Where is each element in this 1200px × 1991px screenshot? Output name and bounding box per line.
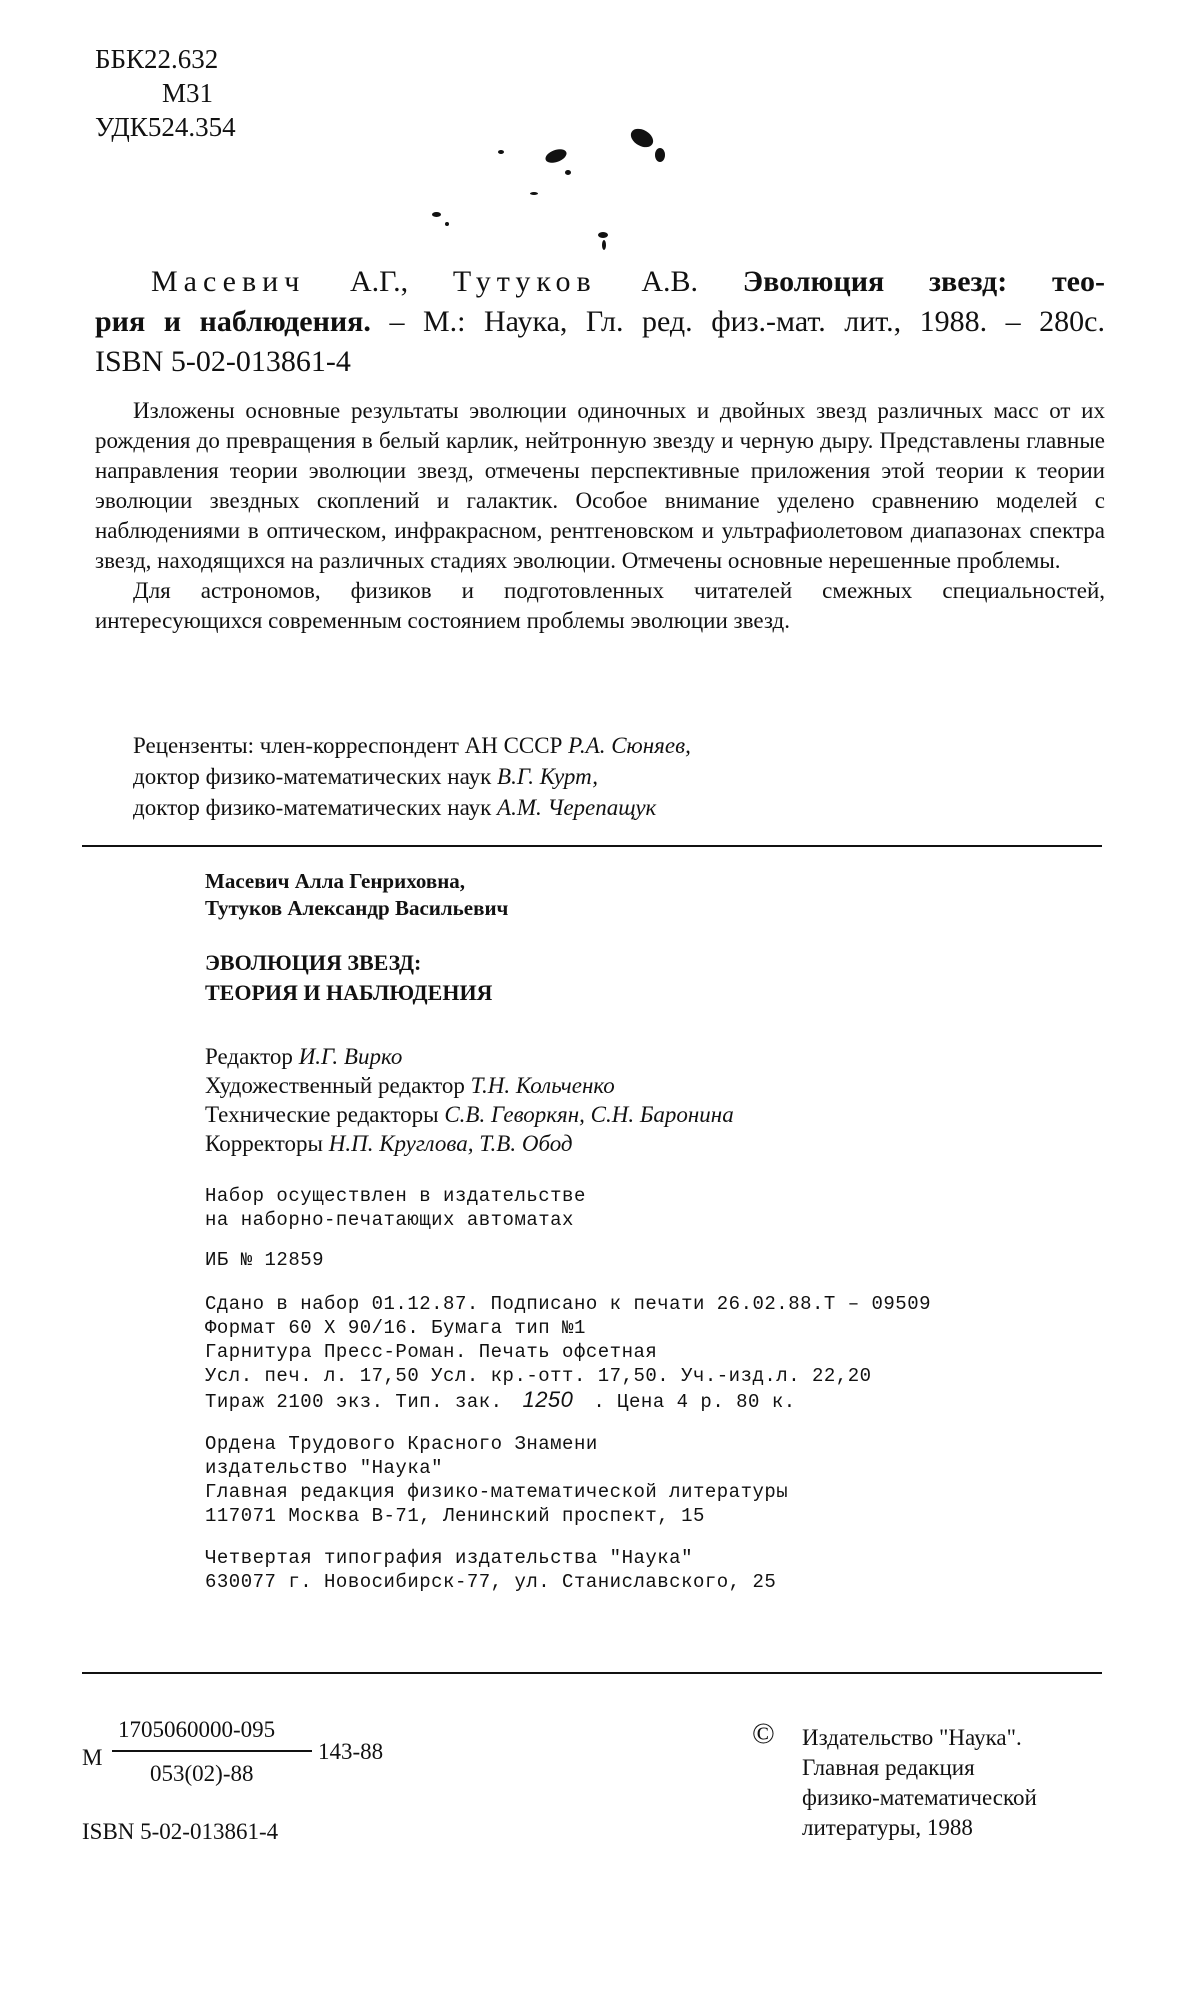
reviewers [133, 730, 691, 823]
index-fraction [82, 1715, 442, 1795]
editor-role: Технические редакторы [205, 1102, 439, 1127]
publication-info: – М.: Наука, Гл. ред. физ.-мат. лит., 1988. – 280с. [389, 305, 1105, 338]
reviewer-line [133, 761, 691, 792]
index-denominator: 053(02)-88 [150, 1761, 254, 1786]
reviewer-role: Рецензенты: член-корреспондент АН СССР [133, 733, 563, 758]
editorial-staff [205, 1042, 931, 1158]
editor-name: С.В. Геворкян, С.Н. Баронина [444, 1102, 734, 1127]
imprint-title [205, 948, 931, 1008]
reviewer-line [133, 792, 691, 823]
author-mark: М31 [162, 78, 214, 108]
classification-codes [95, 42, 236, 144]
abstract [95, 396, 1105, 636]
divider-rule [82, 845, 1102, 847]
copyright-icon: © [752, 1717, 775, 1750]
book-title-part1: Эволюция звезд: тео- [742, 265, 1105, 298]
print-detail-line: Гарнитура Пресс-Роман. Печать офсетная [205, 1341, 658, 1363]
copyright-line: Главная редакция [802, 1755, 975, 1780]
book-title-part2: рия и наблюдения. [95, 305, 371, 338]
footer-isbn: ISBN 5-02-013861-4 [82, 1819, 279, 1844]
citation-line-1 [95, 262, 1105, 302]
print-detail-line [205, 1388, 931, 1414]
editor-role: Редактор [205, 1044, 293, 1069]
publisher-line: Ордена Трудового Красного Знамени [205, 1433, 598, 1455]
index-letter: М [82, 1745, 103, 1770]
imprint-title-line: ЭВОЛЮЦИЯ ЗВЕЗД: [205, 950, 422, 975]
copyright-line: физико-математической [802, 1785, 1037, 1810]
printer-line: 630077 г. Новосибирск-77, ул. Станиславского, 25 [205, 1571, 777, 1593]
typesetting-note [205, 1184, 931, 1232]
index-suffix: 143-88 [318, 1739, 384, 1764]
speck [628, 125, 657, 151]
speck [498, 150, 504, 154]
print-run-label: Тираж 2100 экз. Тип. зак. [205, 1391, 503, 1413]
editor-name: Н.П. Круглова, Т.В. Обод [328, 1131, 573, 1156]
editor-line [205, 1042, 931, 1071]
author2-initials: А.В. [641, 265, 699, 298]
print-detail-line: Формат 60 X 90/16. Бумага тип №1 [205, 1317, 586, 1339]
fraction-bar [112, 1750, 312, 1752]
editor-line [205, 1071, 931, 1100]
copyright-line [752, 1717, 1037, 1753]
print-detail-line: Сдано в набор 01.12.87. Подписано к печати 26.02.88.Т – 09509 [205, 1293, 932, 1315]
speck [655, 148, 665, 162]
publisher-info [205, 1432, 931, 1528]
bibliographic-citation [95, 262, 1105, 382]
imprint [205, 868, 931, 1594]
typesetting-line: на наборно-печатающих автоматах [205, 1209, 574, 1231]
publisher-line: 117071 Москва В-71, Ленинский проспект, 15 [205, 1505, 705, 1527]
divider-rule [82, 1672, 1102, 1674]
order-number: 1250 [522, 1387, 574, 1412]
imprint-author: Тутуков Александр Васильевич [205, 896, 509, 920]
copyright [752, 1717, 1037, 1843]
reviewer-line [133, 730, 691, 761]
bbk-code: ББК22.632 [95, 44, 219, 74]
copyright-line: литературы, 1988 [802, 1815, 973, 1840]
editor-name: Т.Н. Кольченко [470, 1073, 615, 1098]
imprint-author: Масевич Алла Генриховна, [205, 869, 466, 893]
editor-role: Корректоры [205, 1131, 323, 1156]
speck [565, 170, 571, 175]
publisher-line: издательство "Наука" [205, 1457, 444, 1479]
print-details [205, 1292, 931, 1414]
ib-number: ИБ № 12859 [205, 1249, 325, 1271]
editor-role: Художественный редактор [205, 1073, 465, 1098]
printer-info [205, 1546, 931, 1594]
reviewer-name: Р.А. Сюняев, [568, 733, 691, 758]
copyright-text: Издательство "Наука". [802, 1725, 1022, 1750]
editor-name: И.Г. Вирко [298, 1044, 403, 1069]
typesetting-line: Набор осуществлен в издательстве [205, 1185, 586, 1207]
abstract-paragraph: Изложены основные результаты эволюции одиночных и двойных звезд различных масс от их рождения до превращения в белый карлик, нейтронную звезду и черную дыру. Представлены главные направления теории эволюции звезд, отмечены перспективные приложения этой теории к теории эволюции звездных скоплений и галактик. Особое внимание уделено сравнению моделей с наблюдениями в оптическом, инфракрасном, рентгеновском и ультрафиолетовом диапазонах спектра звезд, находящихся на различных стадиях эволюции. Отмечены основные нерешенные проблемы. [95, 398, 1105, 573]
speck [530, 192, 538, 195]
publisher-line: Главная редакция физико-математической литературы [205, 1481, 789, 1503]
audience-paragraph: Для астрономов, физиков и подготовленных читателей смежных специальностей, интересующихся современным состоянием проблемы эволюции звезд. [95, 578, 1105, 633]
reviewer-role: доктор физико-математических наук [133, 764, 492, 789]
reviewer-role: доктор физико-математических наук [133, 795, 492, 820]
citation-isbn: ISBN 5-02-013861-4 [95, 345, 351, 378]
reviewer-name: А.М. Черепащук [497, 795, 657, 820]
citation-line-2 [95, 302, 1105, 342]
speck [602, 240, 606, 250]
author1-initials: А.Г., [350, 265, 409, 298]
printer-line: Четвертая типография издательства "Наука" [205, 1547, 693, 1569]
author1-surname: Масевич [151, 265, 306, 298]
index-numerator: 1705060000-095 [118, 1717, 276, 1742]
editor-line [205, 1129, 931, 1158]
speck [544, 147, 569, 166]
author2-surname: Тутуков [452, 265, 597, 298]
udk-code: УДК524.354 [95, 112, 236, 142]
speck [598, 232, 608, 238]
imprint-title-line: ТЕОРИЯ И НАБЛЮДЕНИЯ [205, 980, 493, 1005]
catalogue-index [82, 1715, 442, 1847]
speck [432, 212, 441, 217]
price-label: . Цена 4 р. 80 к. [593, 1391, 796, 1413]
editor-line [205, 1100, 931, 1129]
reviewer-name: В.Г. Курт, [497, 764, 599, 789]
speck [445, 222, 449, 226]
print-detail-line: Усл. печ. л. 17,50 Усл. кр.-отт. 17,50. Уч.-изд.л. 22,20 [205, 1365, 872, 1387]
